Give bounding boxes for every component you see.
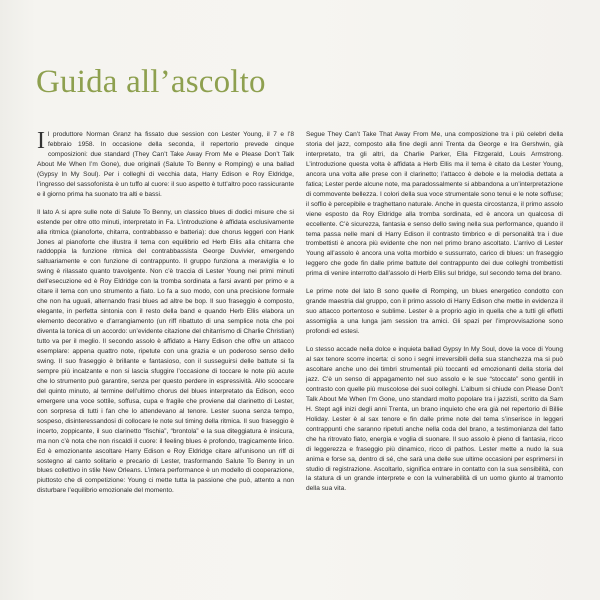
paragraph-gypsy-in-my-soul: Lo stesso accade nella dolce e inquieta ballad Gypsy In My Soul, dove la voce di Young al sax tenore scorre incerta: ci sono i segni irreversibili della sua stanchezza ma si può ascoltare anche uno dei timbri strumentali più toccanti ed emozionanti della storia del jazz. C’è un senso di appagamento nel suo assolo e le sue “stoccate” sono gentili in contrasto con quelle più muscolose dei suoi colleghi. L’album si chiude con Please Don’t Talk About Me When I’m Gone, uno standard molto popolare tra i jazzisti, scritto da Sam H. Stept agli inizi degli anni Trenta, un brano inquieto che era già nel repertorio di Billie Holiday. Lester è al sax tenore e fin dalle prime note del tema s’inserisce in leggeri contrappunti che saranno ripetuti anche nella coda del brano, a testimonianza del fatto che ha ritrovato fiato, energia e voglia di suonare. Il suo assolo è pieno di fantasia, ricco di leggerezza e fraseggio più dinamico, ricco di pathos. Lester mette a nudo la sua anima e forse sa, dentro di sé, che sarà una delle sue ultime occasioni per esprimersi in studio di registrazione. Ascoltarlo, significa entrare in contatto con la sua sensibilità, con la statura di un grande interprete e con la vulnerabilità di un uomo giunto al tramonto della sua vita.: [306, 346, 563, 493]
paragraph-salute-to-benny: Il lato A si apre sulle note di Salute To Benny, un classico blues di dodici misure che si estende per oltre otto minuti, interpretato in Fa. L’introduzione è affidata esclusivamente alla ritmica (pianoforte, chitarra, contrabbasso e batteria): due chorus leggeri con Hank Jones al pianoforte che illustra il tema con equilibrio ed Herb Ellis alla chitarra che raddoppia la funzione ritmica del contrabbassista George Duvivier, emergendo saltuariamente e con funzione di contrappunto. Il gruppo funziona a meraviglia e lo swing è rilassato quanto travolgente. Non c’è traccia di Lester Young nei primi minuti dell’esecuzione ed è Roy Eldridge con la tromba sordinata a farsi avanti per primo e a citare il tema con uno strumento a fiato. Lo fa a suo modo, con una precisione formale che non ha uguali, alternando frasi blues ad altre be bop. Il suo fraseggio è composto, elegante, in perfetta sintonia con il resto della band e quando Herb Ellis elabora un elemento decorativo e d’arrangiamento (un riff ribattuto di una semplice nota che poi diventa la tonica di un accordo: un’evidente citazione del chitarrismo di Charlie Christian) tutto va per il meglio. Il secondo assolo è affidato a Harry Edison che offre un attacco esemplare: appena quattro note, ripetute con una grazia e un poderoso senso dello swing. Il suo fraseggio è brillante e fantasioso, con il susseguirsi delle battute si fa sempre più incalzante e non si lascia sfuggire l’occasione di toccare le note più acute che lo strumento può garantire, senza per questo perdere in espressività. Allo scoccare del quinto minuto, al termine dell’ultimo chorus del blues interpretato da Edison, ecco emergere una voce sottile, soffusa, cupa e fragile che proviene dal clarinetto di Lester, con sorpresa di tutti i fan che lo attendevano al tenore. Lester suona senza tempo, sospeso, disinteressandosi di collocare le note sul timing della ritmica. Il suo fraseggio è incerto, zoppicante, il suo clarinetto “fischia”, “brontola” e la sua diteggiatura è insicura, ma non c’è nota che non riscaldi il cuore: il feeling blues è profondo, tragicamente lirico. Ed è emozionante ascoltare Harry Edison e Roy Eldridge citare all’unisono un riff di sostegno al canto solitario e precario di Lester, trasformando Salute To Benny in un blues collettivo in stile New Orleans. L’intera performance è un modello di cooperazione, piuttosto che di competizione: Young ci mette tutta la passione che può, attento a non disturbare l’equilibrio emozionale del momento.: [37, 208, 294, 495]
page-title: Guida all’ascolto: [36, 64, 266, 100]
paragraph-intro: Il produttore Norman Granz ha fissato due session con Lester Young, il 7 e l’8 febbraio 1958. In occasione della seconda, il repertorio prevede cinque composizioni: due standard (They Can’t Take Away From Me e Please Don’t Talk About Me When I’m Gone), due originali (Salute To Benny e Romping) e una ballad (Gypsy In My Soul). Per i colleghi di vecchia data, Harry Edison e Roy Eldridge, l’ingresso del sassofonista è un tuffo al cuore: il suo aspetto è tutt’altro poco rassicurante e il giorno prima ha suonato tra alti e bassi.: [37, 128, 294, 198]
right-column: [306, 130, 563, 502]
paragraph-romping: Le prime note del lato B sono quelle di Romping, un blues energetico condotto con grande maestria dal gruppo, con il primo assolo di Harry Edison che mette in evidenza il suo attacco portentoso e sublime. Lester è a proprio agio in quella che a tutti gli effetti assomiglia a una lunga jam session tra amici. Gli spazi per l’improvvisazione sono profondi ed estesi.: [306, 288, 563, 336]
paragraph-they-cant-take: Segue They Can’t Take That Away From Me, una composizione tra i più celebri della storia del jazz, composto alla fine degli anni Trenta da George e Ira Gershwin, già interpretato, tra gli altri, da Charlie Parker, Ella Fitzgerald, Louis Armstrong. L’introduzione questa volta è affidata a Herb Ellis ma il tema è citato da Lester Young, ancora una volta alle prese con il clarinetto; l’attacco è debole e la melodia dettata a fatica; Lester perde alcune note, ma paradossalmente si abbandona a un’interpretazione di commovente bellezza. I colori della sua voce strumentale sono tenui e le note soffuse; il soffio è percepibile e traghettano naturale. Anche in questa circostanza, il primo assolo viene esposto da Roy Eldridge alla tromba sordinata, ed è ancora un qualcosa di eccellente. C’è sicurezza, fantasia e senso dello swing nella sua performance, quando il tema passa nelle mani di Harry Edison il contrasto timbrico e di personalità tra i due trombettisti è ancora più evidente che non nel primo brano ascoltato. L’arrivo di Lester Young all’assolo è ancora una volta morbido e sussurrato, carico di blues: un fraseggio leggero che gode fin dalle prime battute del contrappunto dei due colleghi trombettisti prima di venire interrotto dall’assolo di Herb Ellis sul bridge, sul secondo tema del brano.: [306, 131, 563, 278]
left-column: [37, 130, 294, 504]
